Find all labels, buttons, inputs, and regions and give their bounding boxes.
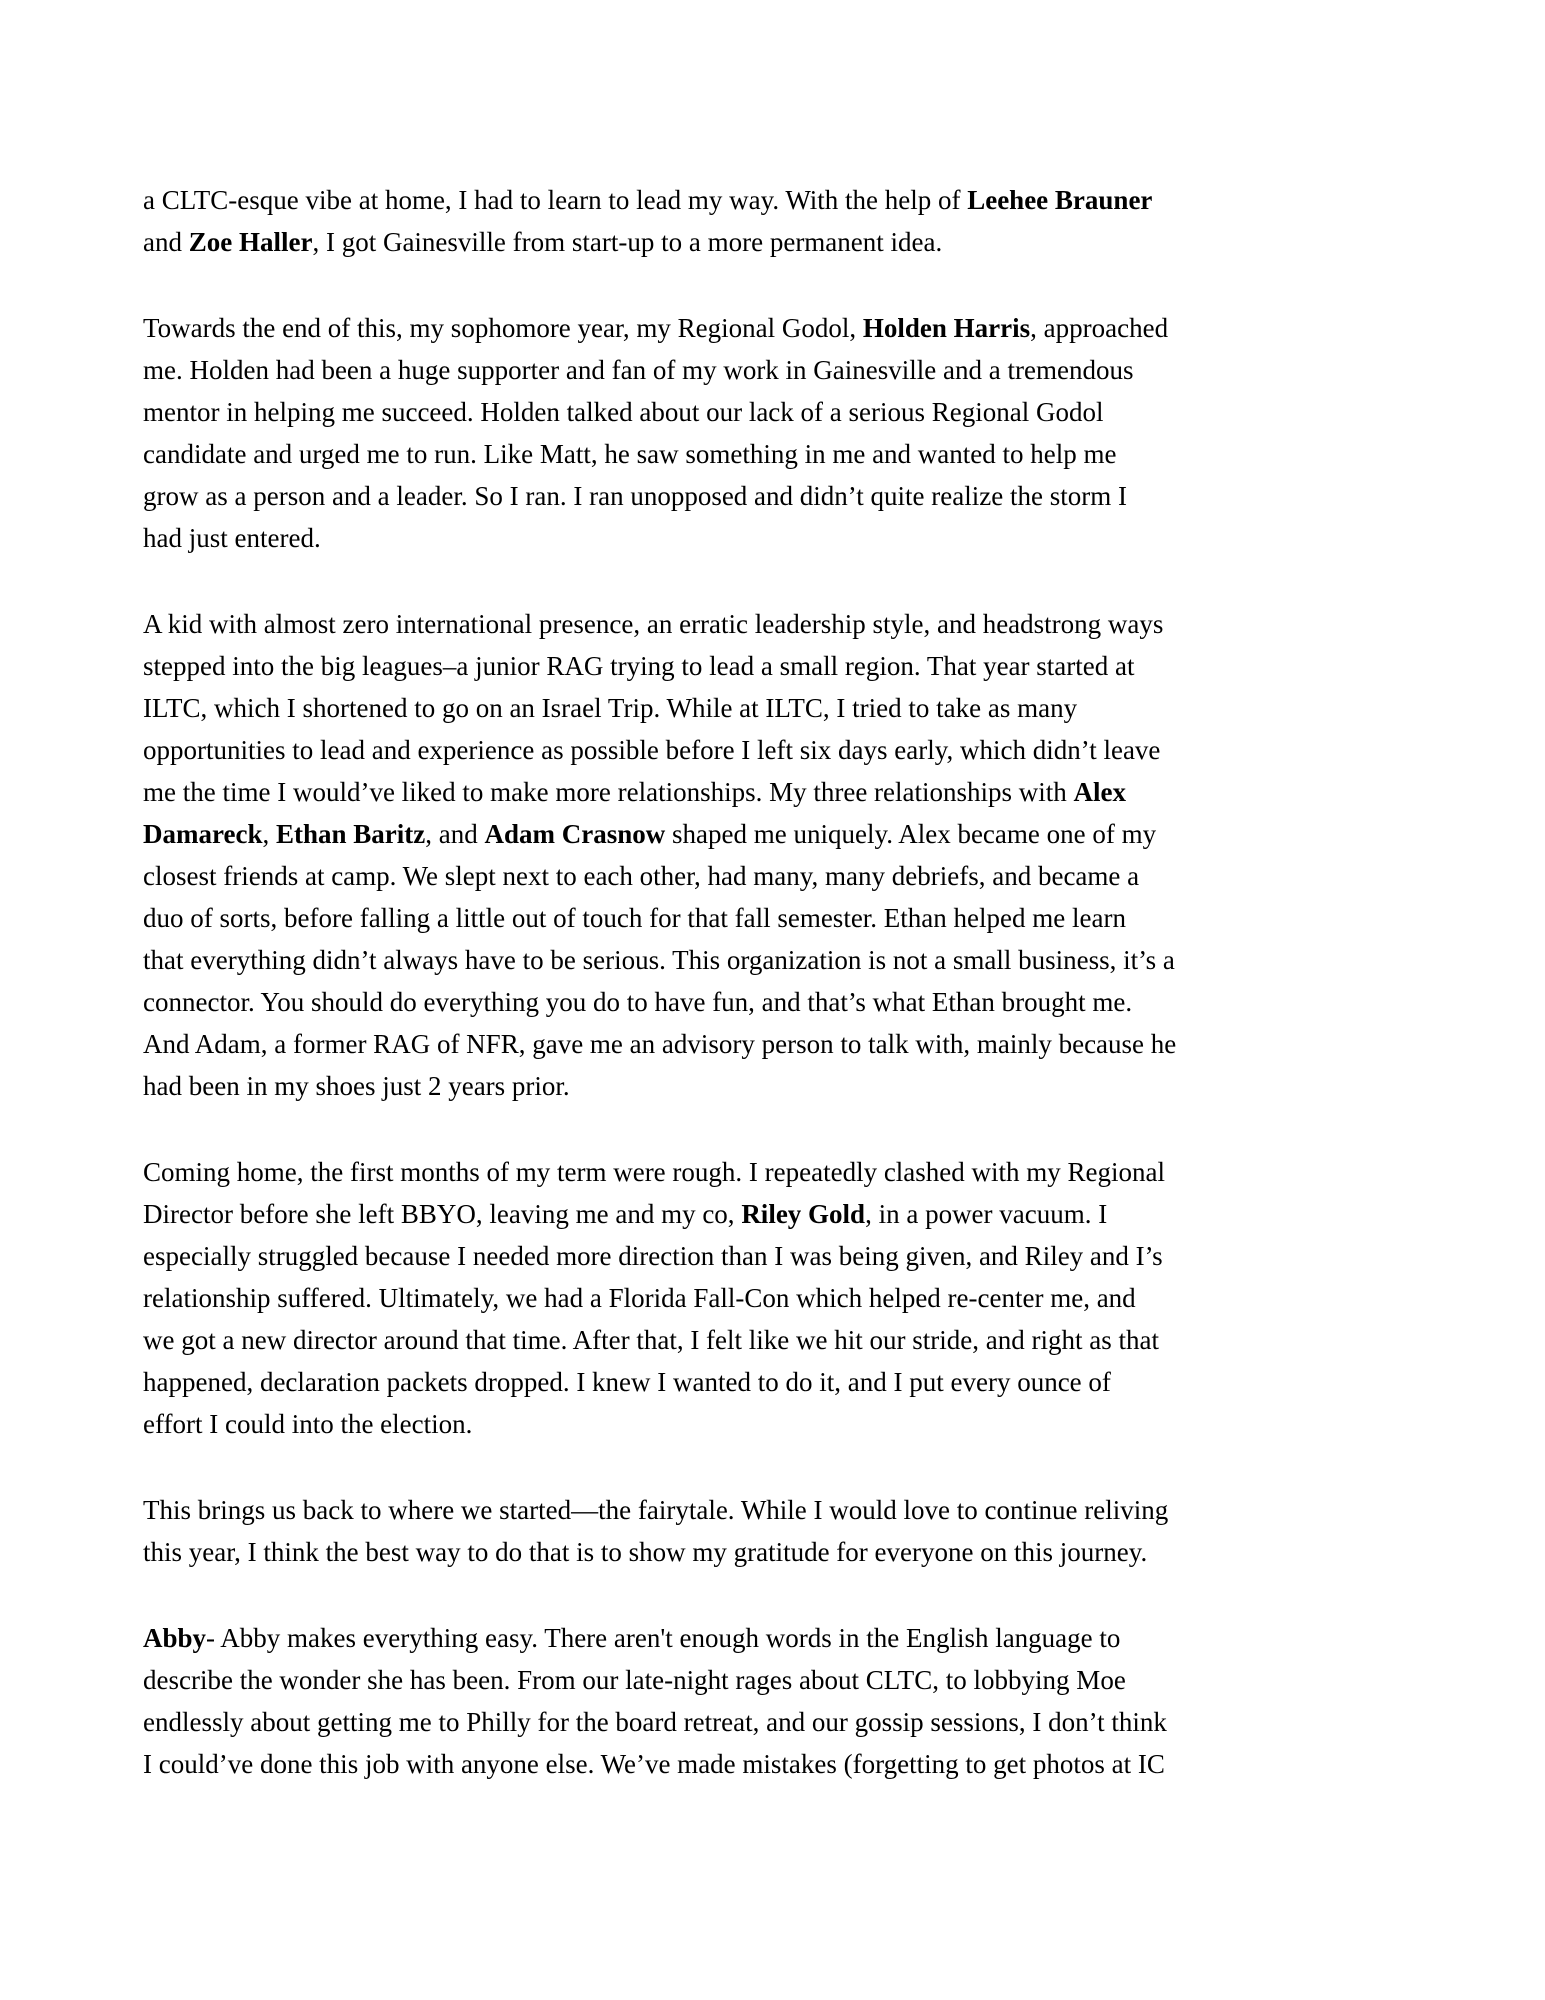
text-line — [143, 1151, 1450, 1193]
text-run: Coming home, the first months of my term were rough. I repeatedly clashed with my Regional — [143, 1157, 1166, 1187]
bold-name: Zoe Haller — [188, 227, 313, 257]
text-line — [143, 1235, 1450, 1277]
text-line — [143, 307, 1450, 349]
text-run: Towards the end of this, my sophomore year, my Regional Godol, — [143, 313, 863, 343]
text-run: stepped into the big leagues–a junior RAG trying to lead a small region. That year started at — [143, 651, 1135, 681]
text-run: And Adam, a former RAG of NFR, gave me an advisory person to talk with, mainly because he — [143, 1029, 1177, 1059]
text-run: me the time I would’ve liked to make more relationships. My three relationships with — [143, 777, 1074, 807]
bold-name: Leehee Brauner — [967, 185, 1153, 215]
text-run: connector. You should do everything you do to have fun, and that’s what Ethan brought me. — [143, 987, 1133, 1017]
text-run: had just entered. — [143, 523, 321, 553]
text-run: this year, I think the best way to do that is to show my gratitude for everyone on this journey. — [143, 1537, 1148, 1567]
text-line — [143, 1065, 1450, 1107]
text-run: and — [143, 227, 189, 257]
text-line — [143, 349, 1450, 391]
text-run: This brings us back to where we started—the fairytale. While I would love to continue reliving — [143, 1495, 1169, 1525]
text-run: endlessly about getting me to Philly for the board retreat, and our gossip sessions, I don’t think — [143, 1707, 1167, 1737]
text-run: especially struggled because I needed more direction than I was being given, and Riley and I’s — [143, 1241, 1163, 1271]
paragraph — [143, 307, 1450, 559]
paragraph — [143, 603, 1450, 1107]
bold-name: Holden Harris — [862, 313, 1031, 343]
text-line — [143, 1023, 1450, 1065]
text-run: closest friends at camp. We slept next to each other, had many, many debriefs, and became a — [143, 861, 1140, 891]
paragraph — [143, 1151, 1450, 1445]
text-run: we got a new director around that time. After that, I felt like we hit our stride, and right as that — [143, 1325, 1159, 1355]
text-line — [143, 1701, 1450, 1743]
bold-name: Riley Gold — [741, 1199, 866, 1229]
text-line — [143, 179, 1450, 221]
text-line — [143, 813, 1450, 855]
bold-name: Abby — [143, 1623, 207, 1653]
text-line — [143, 729, 1450, 771]
document-body — [143, 179, 1450, 1785]
bold-name: Alex — [1073, 777, 1127, 807]
text-run: me. Holden had been a huge supporter and fan of my work in Gainesville and a tremendous — [143, 355, 1134, 385]
paragraph — [143, 1489, 1450, 1573]
text-line — [143, 855, 1450, 897]
text-run: grow as a person and a leader. So I ran. I ran unopposed and didn’t quite realize the storm I — [143, 481, 1127, 511]
text-run: that everything didn’t always have to be serious. This organization is not a small business, it’s a — [143, 945, 1175, 975]
text-run: a CLTC-esque vibe at home, I had to learn to lead my way. With the help of — [143, 185, 968, 215]
text-line — [143, 897, 1450, 939]
text-line — [143, 391, 1450, 433]
text-run: had been in my shoes just 2 years prior. — [143, 1071, 570, 1101]
text-run: opportunities to lead and experience as possible before I left six days early, which didn’t leave — [143, 735, 1161, 765]
text-line — [143, 939, 1450, 981]
text-line — [143, 1743, 1450, 1785]
text-line — [143, 1617, 1450, 1659]
bold-name: Ethan Baritz — [275, 819, 426, 849]
text-run: , approached — [1030, 313, 1169, 343]
text-line — [143, 1193, 1450, 1235]
text-run: I could’ve done this job with anyone else. We’ve made mistakes (forgetting to get photos at IC — [143, 1749, 1165, 1779]
text-run: duo of sorts, before falling a little out of touch for that fall semester. Ethan helped me learn — [143, 903, 1126, 933]
text-run: relationship suffered. Ultimately, we had a Florida Fall-Con which helped re-center me, and — [143, 1283, 1136, 1313]
text-run: - Abby makes everything easy. There aren't enough words in the English language to — [206, 1623, 1121, 1653]
text-line — [143, 1659, 1450, 1701]
text-line — [143, 1277, 1450, 1319]
text-run: describe the wonder she has been. From our late-night rages about CLTC, to lobbying Moe — [143, 1665, 1126, 1695]
text-run: effort I could into the election. — [143, 1409, 473, 1439]
text-run: candidate and urged me to run. Like Matt, he saw something in me and wanted to help me — [143, 439, 1117, 469]
text-line — [143, 687, 1450, 729]
text-line — [143, 603, 1450, 645]
text-line — [143, 221, 1450, 263]
text-run: , — [262, 819, 276, 849]
text-run: shaped me uniquely. Alex became one of my — [665, 819, 1157, 849]
bold-name: Damareck — [143, 819, 263, 849]
text-line — [143, 645, 1450, 687]
text-run: A kid with almost zero international presence, an erratic leadership style, and headstrong ways — [143, 609, 1164, 639]
text-line — [143, 1489, 1450, 1531]
bold-name: Adam Crasnow — [484, 819, 666, 849]
text-run: ILTC, which I shortened to go on an Israel Trip. While at ILTC, I tried to take as many — [143, 693, 1078, 723]
paragraph — [143, 179, 1450, 263]
text-line — [143, 1319, 1450, 1361]
text-run: , in a power vacuum. I — [865, 1199, 1108, 1229]
text-line — [143, 981, 1450, 1023]
text-line — [143, 475, 1450, 517]
text-line — [143, 517, 1450, 559]
text-line — [143, 1361, 1450, 1403]
text-line — [143, 771, 1450, 813]
text-run: , I got Gainesville from start-up to a more permanent idea. — [312, 227, 943, 257]
text-line — [143, 1531, 1450, 1573]
text-run: , and — [425, 819, 485, 849]
text-line — [143, 1403, 1450, 1445]
text-run: mentor in helping me succeed. Holden talked about our lack of a serious Regional Godol — [143, 397, 1104, 427]
text-line — [143, 433, 1450, 475]
text-run: Director before she left BBYO, leaving me and my co, — [143, 1199, 742, 1229]
text-run: happened, declaration packets dropped. I knew I wanted to do it, and I put every ounce of — [143, 1367, 1111, 1397]
paragraph — [143, 1617, 1450, 1785]
